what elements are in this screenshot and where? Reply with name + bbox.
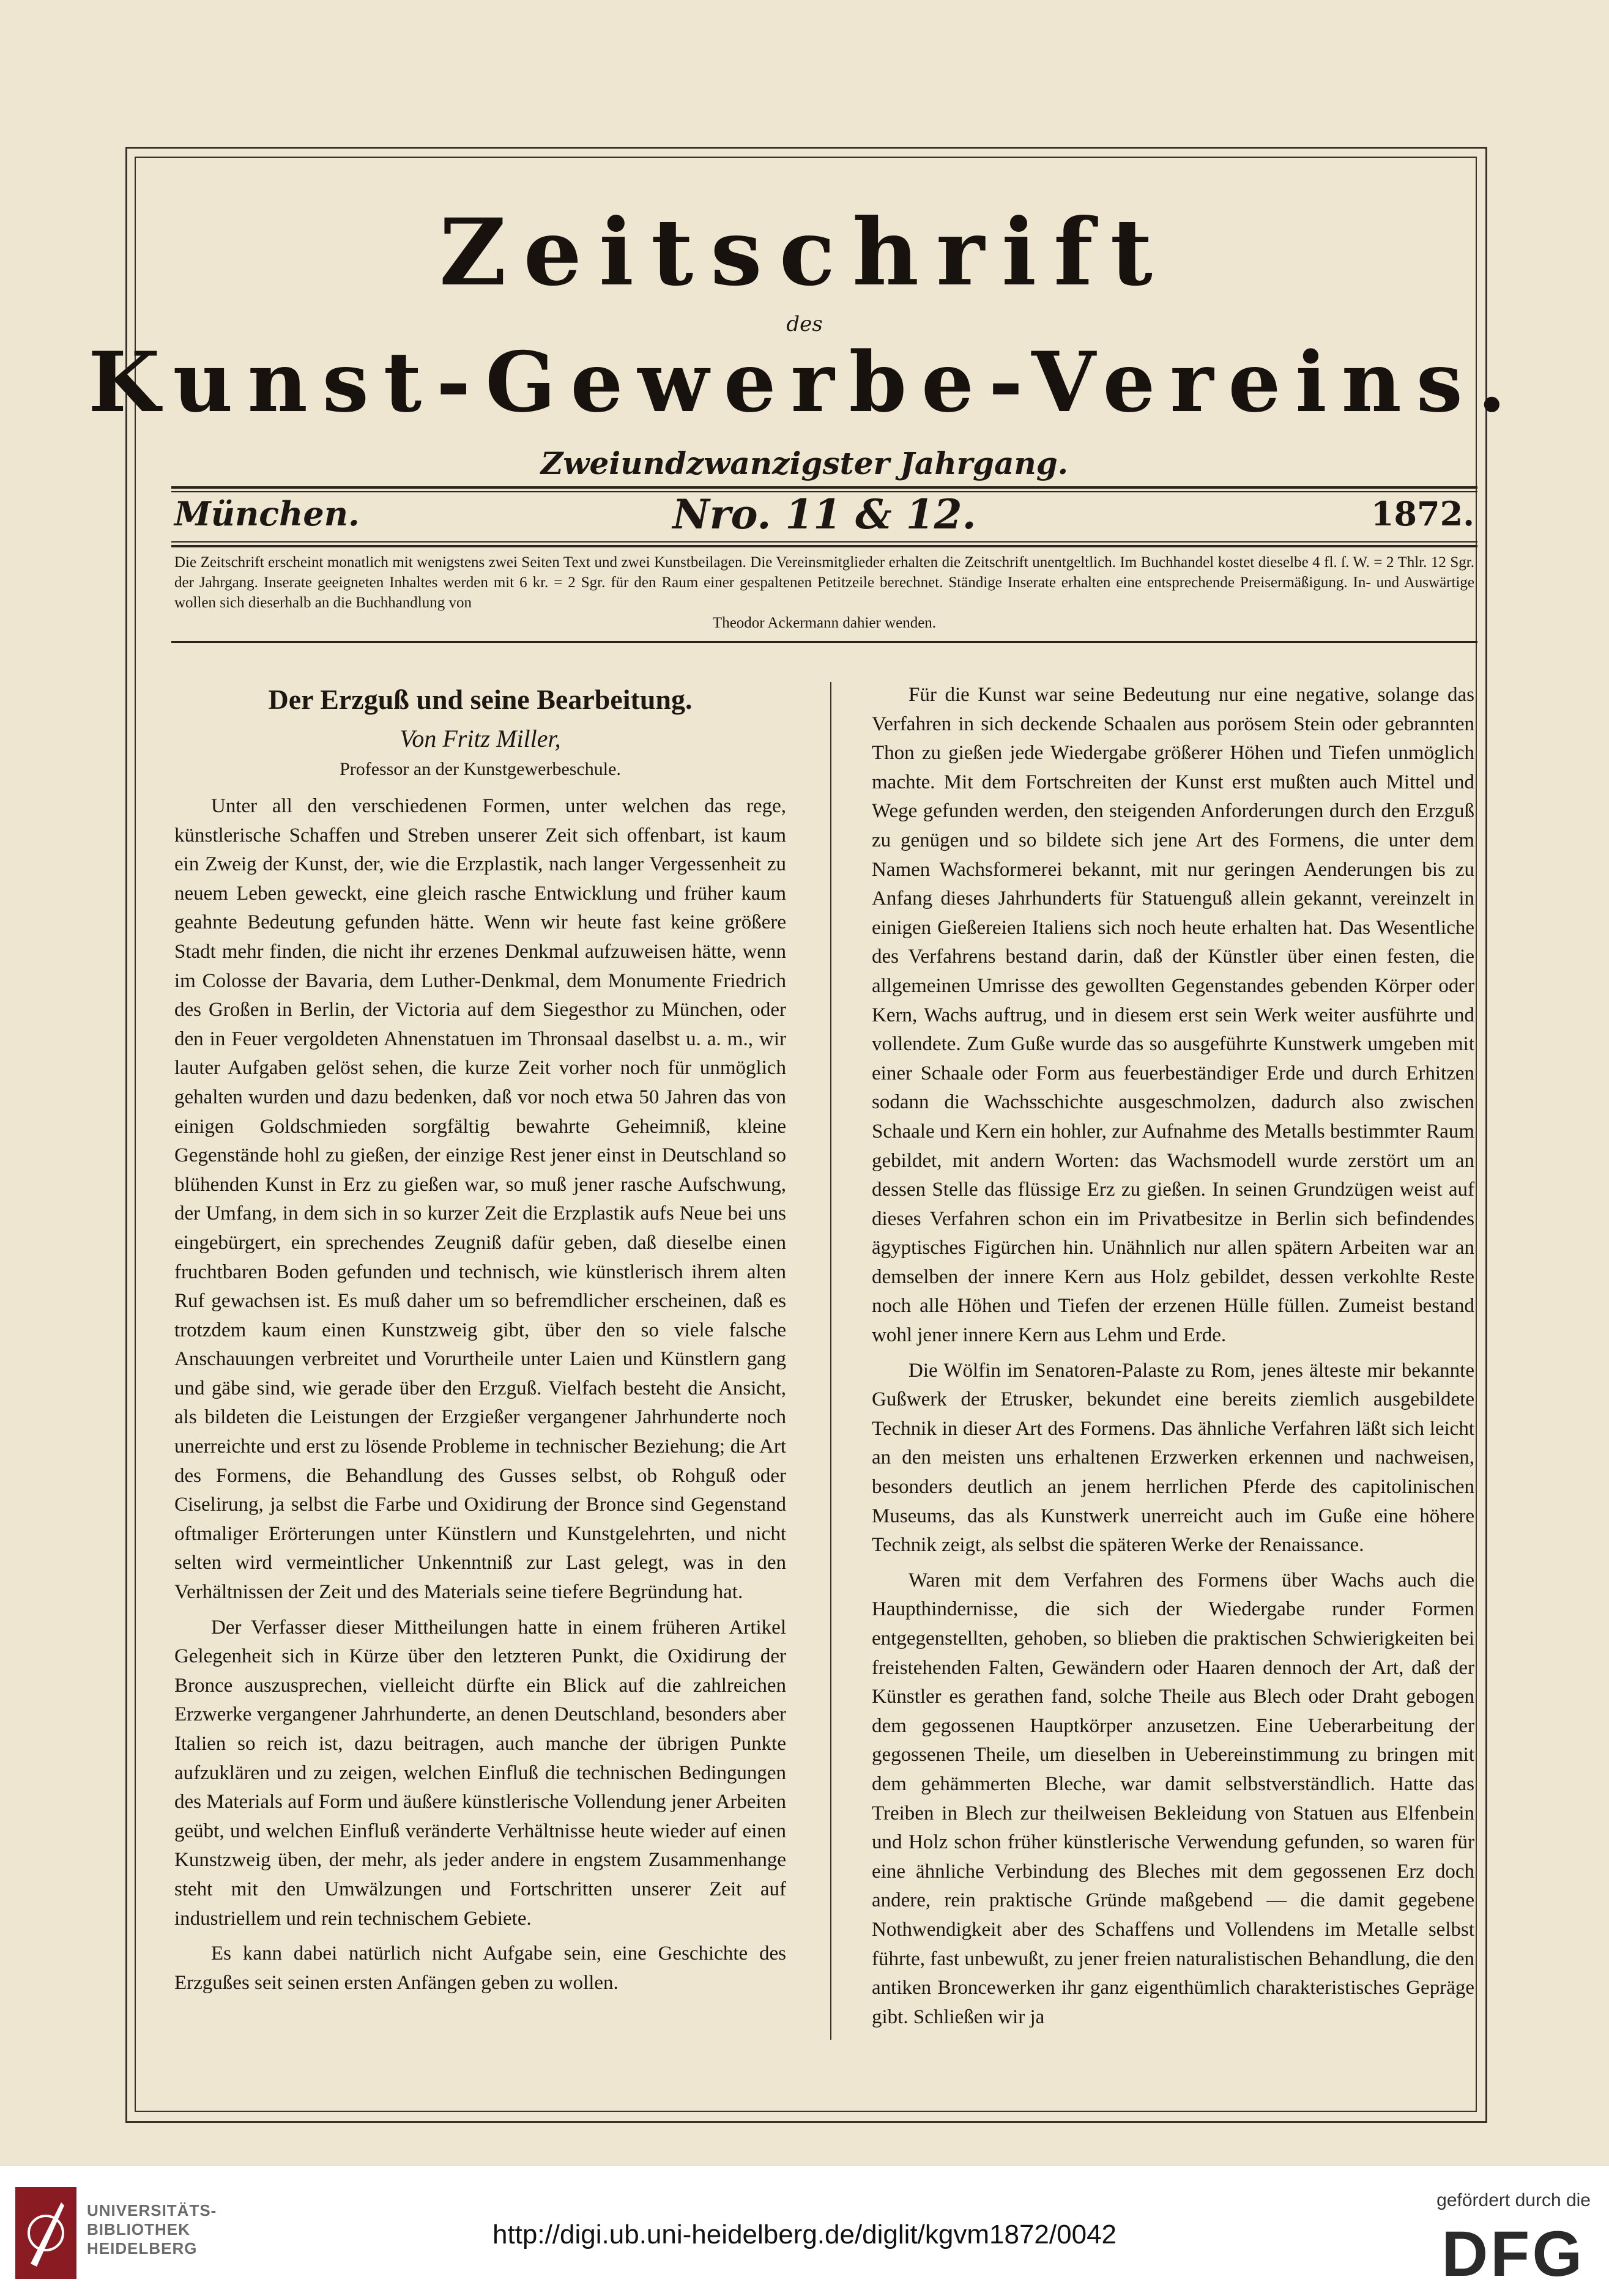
notice-text: Die Zeitschrift erscheint monatlich mit wenigstens zwei Seiten Text und zwei Kunstbeilagen. Die Vereinsmitglieder erhalten die Zeitschrift unentgeltlich. Im Buchhandel kostet dieselbe 4 fl. ſ. W. = 2 Thlr. 12 Sgr. der Jahrgang. Inserate geeigneten Inhaltes werden mit 6 kr. = 2 Sgr. für den Raum einer gespaltenen Petitzeile berechnet. Ständige Inserate erhalten eine entsprechende Preisermäßigung. In- und Auswärtige wollen sich dieserhalb an die Buchhandlung von xyxy=(174,554,1474,611)
paragraph: Es kann dabei natürlich nicht Aufgabe sein, eine Geschichte des Erzgußes seit seinen ersten Anfängen geben zu wollen. xyxy=(174,1942,786,1994)
viewer-footer xyxy=(0,2165,1609,2296)
issue-number: Nro. 11 & 12. xyxy=(672,491,976,538)
notice-rule xyxy=(171,641,1477,643)
dateline-rule-thick xyxy=(171,545,1477,547)
paragraph: Waren mit dem Verfahren des Formens über Wachs auch die Haupthindernisse, die sich der Wiedergabe runder Formen entgegenstellten, gehoben, so blieben die praktischen Schwierigkeiten bei freistehenden Falten, Gewändern oder Haaren dennoch der Art, daß der Künstler es gerathen fand, solche Theile aus Blech oder Draht gebogen dem gegossenen Hauptkörper anzusetzen. Eine Ueberarbeitung der gegossenen Theile, um dieselben in Uebereinstimmung zu bringen mit dem gehämmerten Bleche, war damit selbstverständlich. Hatte das Treiben in Blech zur theilweisen Bekleidung von Statuen aus Elfenbein und Holz schon früher künstlerische Verwendung gefunden, so waren für eine ähnliche Verbindung des Bleches mit dem gegossenen Erz doch andere, rein praktische Gründe maßgebend — die damit gegebene Nothwendigkeit aber des Schaffens und Vollendens im Metalle selbst führte, fast unbewußt, zu jener freien naturalistischen Behandlung, die den antiken Broncewerken ihr ganz eigenthümlich charakteristisches Gepräge gibt. Schließen wir ja xyxy=(872,1569,1474,2028)
notice-last-line: Theodor Ackermann dahier wenden. xyxy=(712,615,937,631)
dfg-logo: DFG xyxy=(1441,2218,1585,2290)
uni-line-2: BIBLIOTHEK xyxy=(87,2220,190,2239)
dateline xyxy=(174,491,1474,543)
masthead-edition: Zweiundzwanzigster Jahrgang. xyxy=(540,445,1069,481)
paragraph: Der Verfasser dieser Mittheilungen hatte in einem früheren Artikel Gelegenheit sich in Kürze über den letzteren Punkt, die Oxidirung der Bronce auszusprechen, vielleicht dürfte ein Blick auf die zahlreichen Erzwerke vergangener Jahrhunderte, an denen Deutschland, besonders aber Italien so reich ist, dazu beitragen, auch manche der übrigen Punkte aufzuklären und zu zeigen, welchen Einfluß die technischen Bedingungen des Materials auf Form und äußere künstlerische Vollendung jener Arbeiten geübt, und welchen Einfluß veränderte Verhältnisse heute wieder auf einen Kunstzweig üben, der mehr, als jeder andere in engstem Zusammenhange steht mit den Umwälzungen und Fortschritten unserer Zeit auf industriellem und rein technischem Gebiete. xyxy=(174,1616,786,1930)
masthead-des: des xyxy=(786,312,823,336)
column-divider xyxy=(830,682,831,2040)
permalink[interactable]: http://digi.ub.uni-heidelberg.de/diglit/kgvm1872/0042 xyxy=(492,2220,1117,2250)
left-column xyxy=(174,681,786,2004)
uni-line-3: HEIDELBERG xyxy=(87,2239,198,2257)
uni-line-1: UNIVERSITÄTS- xyxy=(87,2201,217,2220)
masthead-subtitle: Kunst-Gewerbe-Vereins. xyxy=(88,333,1521,431)
subscription-notice xyxy=(174,552,1474,633)
article-affiliation: Professor an der Kunstgewerbeschule. xyxy=(340,759,621,779)
article-title: Der Erzguß und seine Bearbeitung. xyxy=(268,684,693,715)
top-rule xyxy=(171,486,1477,489)
article-byline: Von Fritz Miller, xyxy=(399,725,561,752)
right-column xyxy=(872,681,1474,2038)
paragraph: Die Wölfin im Senatoren-Palaste zu Rom, jenes älteste mir bekannte Gußwerk der Etrusker, bekundet eine bereits ziemlich ausgebildete Technik in dieser Art des Formens. Das ähnliche Verfahren läßt sich leicht an den meisten uns erhaltenen Erzwerken erkennen und nachweisen, besonders deutlich an jenem herrlichen Pferde des capitolinischen Museums, das als Kunstwerk unerreicht auch im Guße eine höhere Technik zeigt, als selbst die späteren Werke der Renaissance. xyxy=(872,1359,1474,1557)
masthead-title: Zeitschrift xyxy=(439,199,1170,306)
city: München. xyxy=(174,494,360,533)
paragraph: Unter all den verschiedenen Formen, unter welchen das rege, künstlerische Schaffen und Streben unserer Zeit sich offenbart, ist kaum ein Zweig der Kunst, der, wie die Erzplastik, nach langer Vergessenheit zu neuem Leben geweckt, eine gleich rasche Entwicklung und früher kaum geahnte Bedeutung gefunden hätte. Wenn wir heute fast keine größere Stadt mehr finden, die nicht ihr erzenes Denkmal aufzuweisen hätte, wenn im Colosse der Bavaria, dem Luther-Denkmal, dem Monumente Friedrich des Großen in Berlin, der Victoria auf dem Siegesthor zu München, oder den in Feuer vergoldeten Ahnenstatuen im Thronsaal daselbst u. a. m., wir lauter Aufgaben gelöst sehen, die kurze Zeit vorher noch für unmöglich gehalten wurden und dazu bedenken, daß vor noch etwa 50 Jahren das von einigen Goldschmieden sorgfältig bewahrte Geheimniß, kleine Gegenstände hohl zu gießen, der einzige Rest jener einst in Deutschland so blühenden Kunst in Erz zu gießen war, so muß jener rasche Aufschwung, der Umfang, in dem sich in so kurzer Zeit die Erzplastik aufs Neue bei uns eingebürgert, ein sprechendes Zeugniß dafür geben, daß dieselbe einen fruchtbaren Boden gefunden und technisch, wie künstlerisch ihrem alten Ruf gewachsen ist. Es muß daher um so befremdlicher erscheinen, daß es trotzdem kaum einen Kunstzweig gibt, über den so viele falsche Anschauungen verbreitet und Vorurtheile unter Laien und Künstlern gang und gäbe sind, wie gerade über den Erzguß. Vielfach besteht die Ansicht, als bildeten die Leistungen der Erzgießer vergangener Jahrhunderte noch unerreichte und erst zu lösende Probleme in technischer Beziehung; die Art des Formens, die Behandlung des Gusses selbst, ob Rohguß oder Ciselirung, ja selbst die Farbe und Oxidirung der Bronce sind Gegenstand oftmaliger Erörterungen unter Künstlern und Kunstgelehrten, und nicht selten wird vermeintlicher Unkenntniß zur Last gelegt, was in den Verhältnissen der Zeit und des Materials seine tiefere Begründung hat. xyxy=(174,795,786,1604)
dateline-rule xyxy=(171,541,1477,543)
paragraph: Für die Kunst war seine Bedeutung nur eine negative, solange das Verfahren in sich deckende Schaalen aus porösem Stein oder gebrannten Thon zu gießen jede Wiedergabe größerer Höhen und Tiefen unmöglich machte. Mit dem Fortschreiten der Kunst erst mußten auch Mittel und Wege gefunden werden, den steigenden Anforderungen durch den Erzguß zu genügen und so bildete sich jene Art des Formens, die unter dem Namen Wachsformerei bekannt, mit nur geringen Aenderungen bis zu Anfang dieses Jahrhunderts für Statuenguß allein gekannt, vereinzelt in einigen Gießereien Italiens sich noch heute erhalten hat. Das Wesentliche des Verfahrens bestand darin, daß der Künstler über einen festen, die allgemeinen Umrisse des gewollten Gegenstandes gebenden Körper oder Kern, Wachs auftrug, und in diesem erst sein Werk weiter ausführte und vollendete. Zum Guße wurde das so ausgeführte Kunstwerk umgeben mit einer Schaale oder Form aus feuerbeständiger Erde und durch Erhitzen sodann die Wachsschichte ausgeschmolzen, dadurch also zwischen Schaale und Kern ein hohler, zur Aufnahme des Metalls bestimmter Raum gebildet, mit andern Worten: das Wachsmodell wurde zerstört um an dessen Stelle das flüssige Erz zu gießen. In seinen Grundzügen weist auf dieses Verfahren schon ein im Privatbesitze in Berlin sich befindendes ägyptisches Figürchen hin. Unähnlich nur allen spätern Arbeiten war an demselben der innere Kern aus Holz gebildet, dessen verkohlte Reste noch alle Höhen und Tiefen der erzenen Hülle füllen. Zumeist bestand wohl jener innere Kern aus Lehm und Erde. xyxy=(872,684,1474,1347)
funded-by-label: gefördert durch die xyxy=(1436,2190,1591,2210)
year: 1872. xyxy=(1370,494,1474,533)
